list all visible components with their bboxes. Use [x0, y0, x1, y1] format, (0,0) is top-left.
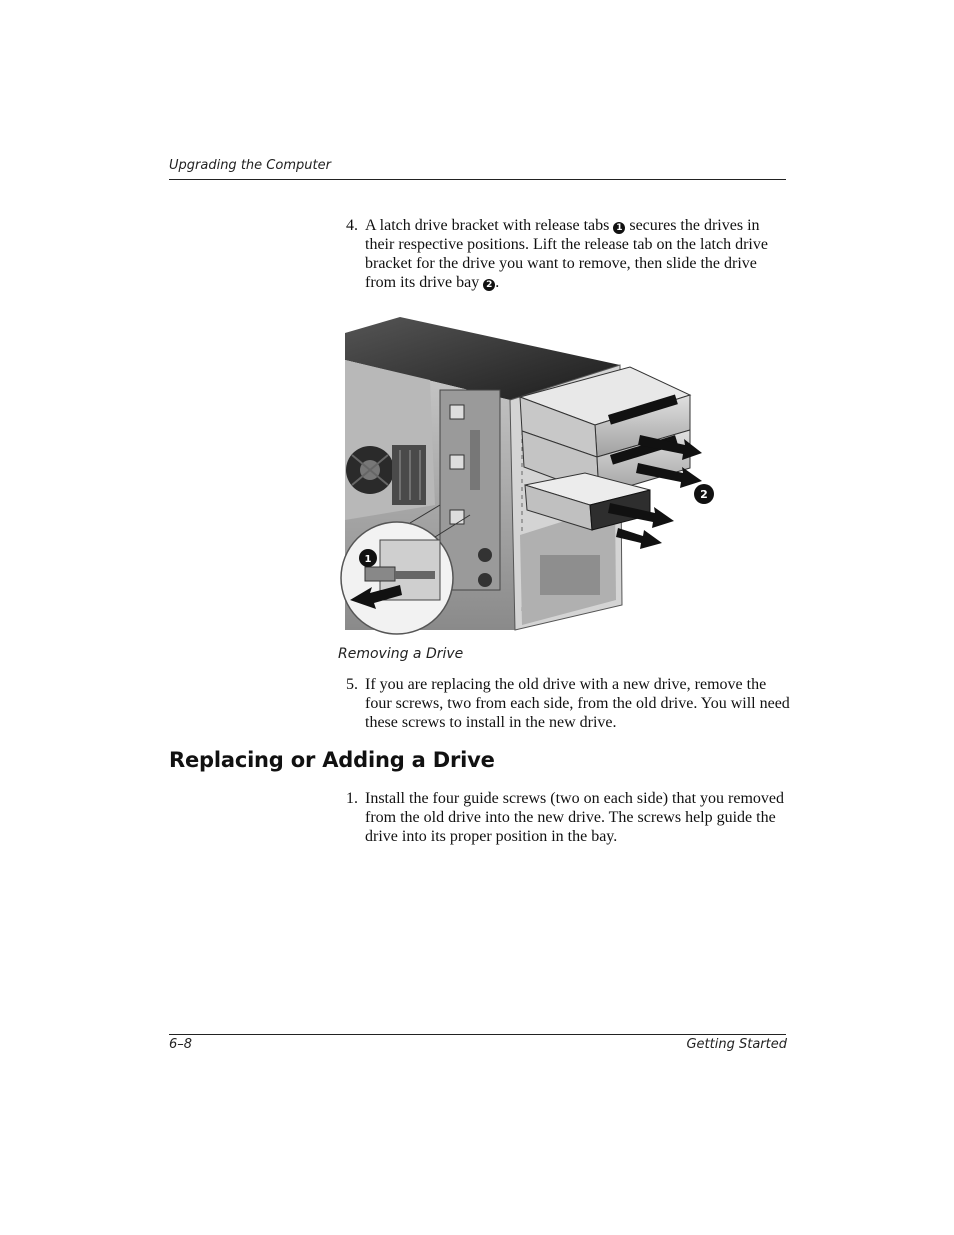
step-text-part2: secures the drives in their respective positions. Lift the release tab on the latch drive bracket for the drive you want to remove, then slide the drive from its drive bay [365, 217, 768, 291]
step-text-part1: A latch drive bracket with release tabs [365, 217, 610, 234]
step-4 [346, 216, 791, 292]
step-5 [346, 675, 791, 732]
callout-2-label: 2 [700, 488, 708, 501]
page-number: 6–8 [169, 1037, 193, 1052]
step-text: If you are replacing the old drive with a new drive, remove the four screws, two from each side, from the old drive. You will need these screws to install in the new drive. [365, 676, 790, 731]
cooling-fan [346, 446, 394, 494]
document-title: Getting Started [686, 1037, 787, 1052]
header-rule [169, 179, 786, 180]
figure-caption: Removing a Drive [338, 646, 464, 662]
callout-1-icon: 1 [613, 222, 625, 234]
step-number: 4. [346, 217, 358, 234]
callout-2-marker [694, 484, 714, 504]
step-number: 1. [346, 790, 358, 807]
drive-removal-illustration [340, 305, 745, 637]
section-heading: Replacing or Adding a Drive [169, 748, 495, 772]
running-header: Upgrading the Computer [169, 158, 331, 173]
callout-1-label: 1 [364, 554, 372, 565]
step-text: Install the four guide screws (two on each side) that you removed from the old drive into the new drive. The screws help guide the drive into its proper position in the bay. [365, 790, 784, 845]
section-step-1 [346, 789, 791, 846]
step-text-part3: . [495, 274, 500, 291]
footer-rule [169, 1034, 786, 1035]
step-number: 5. [346, 676, 358, 693]
step-text [365, 216, 791, 292]
callout-2-icon: 2 [483, 279, 495, 291]
